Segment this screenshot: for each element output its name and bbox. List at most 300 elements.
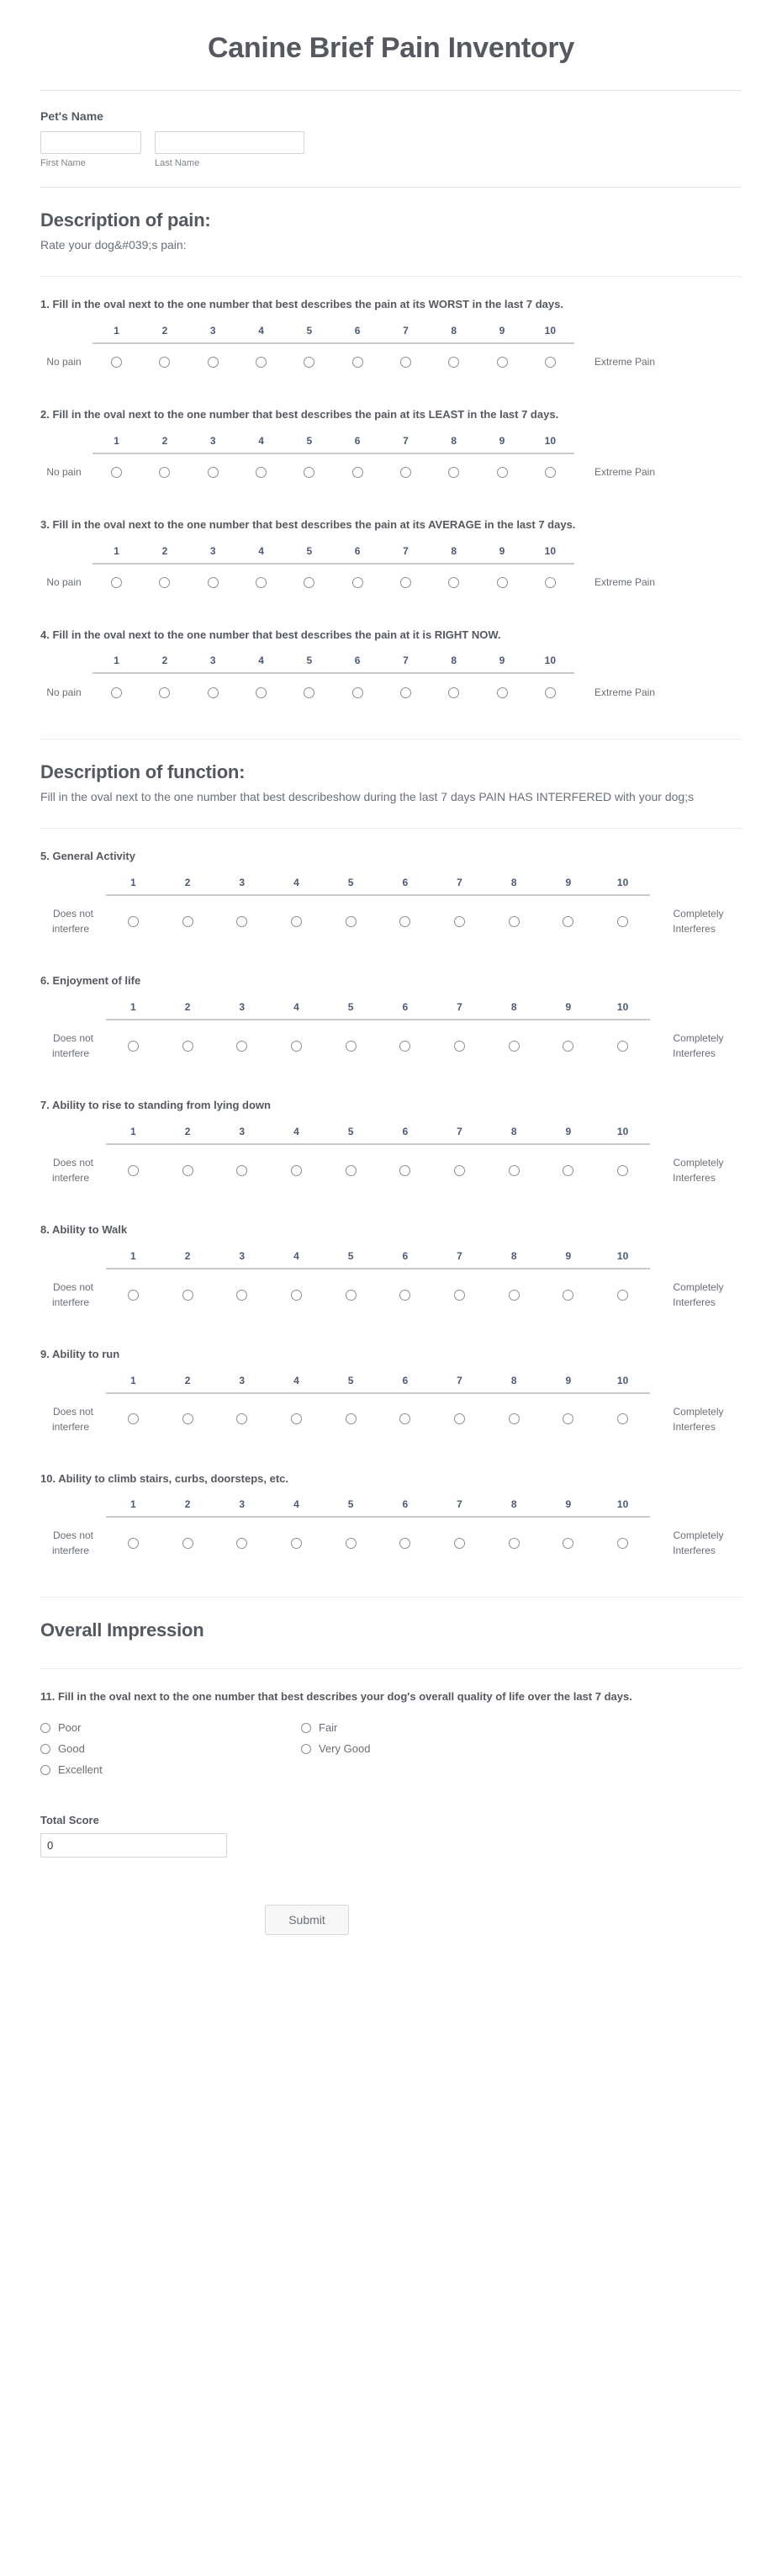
pain-radio-q3-8[interactable] — [448, 577, 459, 588]
pain-radio-q2-4[interactable] — [256, 467, 267, 478]
function-scale-header-6: 6 — [378, 877, 432, 895]
function-radio-cell[interactable] — [378, 1269, 432, 1315]
function-radio-q5-1[interactable] — [128, 916, 139, 927]
function-scale-header-2: 2 — [161, 1001, 215, 1020]
function-section — [40, 739, 742, 806]
function-radio-q10-10[interactable] — [617, 1538, 628, 1549]
function-radio-cell[interactable] — [378, 1393, 432, 1439]
submit-button[interactable]: Submit — [265, 1905, 349, 1935]
pain-radio-q1-7[interactable] — [400, 357, 411, 368]
function-scale-header-5: 5 — [324, 1001, 378, 1020]
pain-scale-corner-right — [574, 325, 667, 343]
function-scale-header-3: 3 — [214, 1498, 269, 1517]
pain-scale-header-5: 5 — [285, 435, 333, 453]
function-radio-cell[interactable] — [106, 1517, 161, 1563]
last-name-sublabel: Last Name — [155, 158, 200, 168]
function-radio-q6-4[interactable] — [291, 1041, 302, 1052]
function-radio-cell[interactable] — [269, 1393, 324, 1439]
pain-radio-cell[interactable] — [526, 564, 574, 596]
question-4 — [40, 607, 742, 718]
overall-option-radio[interactable] — [301, 1744, 311, 1754]
question-7-text: 7. Ability to rise to standing from lying down — [40, 1099, 271, 1112]
function-radio-q9-10[interactable] — [617, 1413, 628, 1424]
pain-radio-cell[interactable] — [526, 343, 574, 375]
function-scale-header-3: 3 — [214, 1001, 269, 1020]
pain-radio-cell[interactable] — [237, 673, 285, 705]
function-radio-q7-5[interactable] — [346, 1165, 357, 1176]
function-radio-cell[interactable] — [595, 1517, 650, 1563]
function-radio-q6-3[interactable] — [236, 1041, 247, 1052]
function-radio-cell[interactable] — [269, 1269, 324, 1315]
function-scale-header-10: 10 — [595, 1126, 650, 1144]
function-radio-cell[interactable] — [542, 1269, 596, 1315]
pain-radio-cell[interactable] — [333, 453, 381, 485]
question-3-text: 3. Fill in the oval next to the one number that best describes the pain at its AVERAGE in the last 7 days. — [40, 517, 576, 531]
pain-radio-q1-8[interactable] — [448, 357, 459, 368]
pain-radio-q3-2[interactable] — [159, 577, 170, 588]
overall-option-label: Fair — [319, 1721, 338, 1735]
pain-radio-q4-4[interactable] — [256, 687, 267, 698]
overall-option-radio[interactable] — [301, 1723, 311, 1733]
function-radio-q9-1[interactable] — [128, 1413, 139, 1424]
pain-radio-q2-6[interactable] — [352, 467, 363, 478]
first-name-input[interactable] — [40, 131, 141, 154]
function-radio-cell[interactable] — [214, 1393, 269, 1439]
pain-section-title: Description of pain: — [40, 209, 211, 231]
pain-radio-q3-1[interactable] — [111, 577, 122, 588]
function-radio-cell[interactable] — [595, 1144, 650, 1190]
function-radio-q10-6[interactable] — [399, 1538, 410, 1549]
function-radio-cell[interactable] — [487, 1517, 542, 1563]
function-radio-cell[interactable] — [432, 1393, 487, 1439]
function-radio-cell[interactable] — [269, 895, 324, 941]
pain-radio-q4-7[interactable] — [400, 687, 411, 698]
overall-option-very-good[interactable] — [301, 1738, 562, 1759]
pain-radio-q4-1[interactable] — [111, 687, 122, 698]
pain-scale-right-label: Extreme Pain — [594, 466, 656, 479]
pain-scale-header-4: 4 — [237, 325, 285, 343]
function-radio-q7-9[interactable] — [563, 1165, 573, 1176]
function-radio-q8-7[interactable] — [454, 1290, 465, 1301]
function-scale-left-label: Does not interfere — [51, 1529, 94, 1557]
pain-scale-header-3: 3 — [189, 325, 237, 343]
function-radio-q6-8[interactable] — [509, 1041, 520, 1052]
function-radio-cell[interactable] — [432, 1269, 487, 1315]
pain-radio-q2-2[interactable] — [159, 467, 170, 478]
pain-radio-q1-3[interactable] — [208, 357, 219, 368]
function-radio-cell[interactable] — [214, 1144, 269, 1190]
function-radio-cell[interactable] — [324, 1393, 378, 1439]
pain-scale-header-8: 8 — [430, 655, 478, 673]
pain-scale-table-2 — [40, 435, 667, 485]
pain-radio-cell[interactable] — [430, 453, 478, 485]
function-radio-cell[interactable] — [324, 1269, 378, 1315]
function-radio-q10-9[interactable] — [563, 1538, 573, 1549]
function-radio-cell[interactable] — [378, 1020, 432, 1066]
function-radio-cell[interactable] — [106, 1269, 161, 1315]
pain-scale-header-2: 2 — [140, 435, 188, 453]
function-scale-right-label: Completely Interferes — [673, 1032, 724, 1060]
pain-radio-cell[interactable] — [382, 564, 430, 596]
function-radio-q5-5[interactable] — [346, 916, 357, 927]
function-radio-cell[interactable] — [324, 1517, 378, 1563]
function-radio-q8-3[interactable] — [236, 1290, 247, 1301]
function-scale-header-5: 5 — [324, 1375, 378, 1393]
pain-radio-cell[interactable] — [285, 564, 333, 596]
function-radio-q9-8[interactable] — [509, 1413, 520, 1424]
function-scale-header-4: 4 — [269, 1250, 324, 1269]
question-8-text: 8. Ability to Walk — [40, 1222, 128, 1236]
pain-radio-cell[interactable] — [189, 564, 237, 596]
last-name-group — [155, 131, 304, 168]
function-radio-cell[interactable] — [487, 1269, 542, 1315]
function-radio-cell[interactable] — [487, 1144, 542, 1190]
function-scale-header-7: 7 — [432, 1250, 487, 1269]
pain-radio-cell[interactable] — [333, 673, 381, 705]
pain-radio-cell[interactable] — [333, 564, 381, 596]
function-scale-table-5 — [40, 877, 738, 941]
pain-radio-cell[interactable] — [140, 343, 188, 375]
function-radio-cell[interactable] — [106, 1020, 161, 1066]
pain-radio-cell[interactable] — [140, 673, 188, 705]
pain-radio-cell[interactable] — [189, 673, 237, 705]
function-radio-cell[interactable] — [487, 1393, 542, 1439]
function-scale-header-4: 4 — [269, 1498, 324, 1517]
function-radio-q9-9[interactable] — [563, 1413, 573, 1424]
total-score-input[interactable] — [40, 1833, 227, 1858]
pain-scale-corner — [40, 545, 92, 564]
pain-radio-q3-4[interactable] — [256, 577, 267, 588]
pain-radio-cell[interactable] — [189, 343, 237, 375]
function-scale-header-3: 3 — [214, 877, 269, 895]
pain-radio-q4-2[interactable] — [159, 687, 170, 698]
function-scale-header-2: 2 — [161, 1126, 215, 1144]
function-scale-corner-right — [650, 1498, 738, 1517]
function-radio-cell[interactable] — [269, 1144, 324, 1190]
function-scale-header-9: 9 — [542, 1375, 596, 1393]
pain-radio-q3-3[interactable] — [208, 577, 219, 588]
pain-scale-corner — [40, 655, 92, 673]
pain-scale-table-3 — [40, 545, 667, 596]
function-radio-cell[interactable] — [324, 895, 378, 941]
function-radio-q7-3[interactable] — [236, 1165, 247, 1176]
function-radio-q10-8[interactable] — [509, 1538, 520, 1549]
overall-option-poor[interactable] — [40, 1717, 301, 1738]
function-radio-q6-1[interactable] — [128, 1041, 139, 1052]
function-radio-q6-5[interactable] — [346, 1041, 357, 1052]
function-scale-right-label: Completely Interferes — [673, 1156, 724, 1184]
function-scale-header-1: 1 — [106, 877, 161, 895]
function-scale-row — [40, 1020, 738, 1066]
pain-radio-cell[interactable] — [430, 673, 478, 705]
function-radio-q10-1[interactable] — [128, 1538, 139, 1549]
function-radio-cell[interactable] — [214, 895, 269, 941]
function-scale-header-1: 1 — [106, 1498, 161, 1517]
pain-scale-left-label: No pain — [46, 686, 82, 698]
function-radio-cell[interactable] — [378, 1517, 432, 1563]
pain-scale-header-6: 6 — [333, 545, 381, 564]
pain-radio-q4-5[interactable] — [304, 687, 314, 698]
function-radio-q5-4[interactable] — [291, 916, 302, 927]
function-radio-q6-9[interactable] — [563, 1041, 573, 1052]
pain-scale-header-6: 6 — [333, 325, 381, 343]
function-radio-cell[interactable] — [432, 1517, 487, 1563]
pain-radio-cell[interactable] — [237, 453, 285, 485]
pain-section — [40, 188, 742, 254]
function-radio-q8-1[interactable] — [128, 1290, 139, 1301]
question-9-text: 9. Ability to run — [40, 1347, 120, 1360]
function-scale-header-6: 6 — [378, 1375, 432, 1393]
function-scale-header-6: 6 — [378, 1250, 432, 1269]
pain-radio-q1-4[interactable] — [256, 357, 267, 368]
function-radio-q6-7[interactable] — [454, 1041, 465, 1052]
function-scale-corner-right — [650, 1126, 738, 1144]
pain-radio-q1-5[interactable] — [304, 357, 314, 368]
pain-scale-header-9: 9 — [478, 545, 526, 564]
function-radio-cell[interactable] — [487, 1020, 542, 1066]
function-radio-cell[interactable] — [378, 1144, 432, 1190]
last-name-input[interactable] — [155, 131, 304, 154]
pain-radio-q3-9[interactable] — [497, 577, 508, 588]
function-radio-q5-2[interactable] — [182, 916, 193, 927]
function-scale-left-label: Does not interfere — [51, 1156, 94, 1184]
function-radio-cell[interactable] — [324, 1144, 378, 1190]
pain-radio-q4-6[interactable] — [352, 687, 363, 698]
pain-scale-corner — [40, 325, 92, 343]
function-scale-header-10: 10 — [595, 1498, 650, 1517]
function-radio-cell[interactable] — [161, 1517, 215, 1563]
pain-scale-corner-right — [574, 655, 667, 673]
pain-radio-cell[interactable] — [92, 343, 140, 375]
pain-scale-header-5: 5 — [285, 655, 333, 673]
function-radio-q7-2[interactable] — [182, 1165, 193, 1176]
overall-option-good[interactable] — [40, 1738, 301, 1759]
pain-radio-cell[interactable] — [430, 343, 478, 375]
function-scale-row — [40, 895, 738, 941]
function-radio-q8-4[interactable] — [291, 1290, 302, 1301]
function-scale-header-9: 9 — [542, 1001, 596, 1020]
function-radio-q5-3[interactable] — [236, 916, 247, 927]
pain-radio-cell[interactable] — [478, 343, 526, 375]
pain-radio-cell[interactable] — [382, 343, 430, 375]
function-radio-cell[interactable] — [595, 895, 650, 941]
overall-option-label: Very Good — [319, 1742, 371, 1756]
function-radio-q9-6[interactable] — [399, 1413, 410, 1424]
function-radio-q7-6[interactable] — [399, 1165, 410, 1176]
pain-radio-q3-5[interactable] — [304, 577, 314, 588]
function-radio-cell[interactable] — [432, 1144, 487, 1190]
pain-radio-cell[interactable] — [478, 453, 526, 485]
function-radio-cell[interactable] — [432, 1020, 487, 1066]
function-radio-q5-6[interactable] — [399, 916, 410, 927]
function-scale-table-10 — [40, 1498, 738, 1563]
pain-radio-q2-8[interactable] — [448, 467, 459, 478]
function-radio-cell[interactable] — [106, 1393, 161, 1439]
overall-option-excellent[interactable] — [40, 1759, 301, 1780]
pain-scale-right-label: Extreme Pain — [594, 686, 656, 698]
function-scale-right-label: Completely Interferes — [673, 1280, 724, 1308]
function-radio-q7-10[interactable] — [617, 1165, 628, 1176]
overall-option-fair[interactable] — [301, 1717, 562, 1738]
pain-scale-left-label: No pain — [46, 576, 82, 589]
pain-radio-q4-9[interactable] — [497, 687, 508, 698]
function-radio-q10-4[interactable] — [291, 1538, 302, 1549]
function-radio-q9-7[interactable] — [454, 1413, 465, 1424]
function-radio-cell[interactable] — [161, 895, 215, 941]
pain-radio-q3-6[interactable] — [352, 577, 363, 588]
overall-option-radio[interactable] — [40, 1723, 50, 1733]
pain-radio-q4-8[interactable] — [448, 687, 459, 698]
overall-option-label: Poor — [58, 1721, 82, 1735]
pain-radio-q3-10[interactable] — [545, 577, 556, 588]
function-radio-q10-7[interactable] — [454, 1538, 465, 1549]
pain-radio-q2-1[interactable] — [111, 467, 122, 478]
function-scale-header-2: 2 — [161, 1375, 215, 1393]
pain-radio-q1-1[interactable] — [111, 357, 122, 368]
function-radio-q8-10[interactable] — [617, 1290, 628, 1301]
function-radio-cell[interactable] — [106, 895, 161, 941]
pain-scale-header-6: 6 — [333, 435, 381, 453]
pain-radio-cell[interactable] — [382, 673, 430, 705]
first-name-group — [40, 131, 141, 168]
function-radio-q7-4[interactable] — [291, 1165, 302, 1176]
function-scale-header-9: 9 — [542, 1498, 596, 1517]
pain-radio-q1-10[interactable] — [545, 357, 556, 368]
pain-radio-q2-10[interactable] — [545, 467, 556, 478]
pain-scale-header-1: 1 — [92, 325, 140, 343]
function-radio-q6-2[interactable] — [182, 1041, 193, 1052]
pain-radio-cell[interactable] — [92, 673, 140, 705]
function-radio-q10-3[interactable] — [236, 1538, 247, 1549]
function-scale-corner-right — [650, 1001, 738, 1020]
pain-scale-header-10: 10 — [526, 545, 574, 564]
function-radio-cell[interactable] — [269, 1020, 324, 1066]
function-radio-cell[interactable] — [595, 1393, 650, 1439]
function-radio-q9-4[interactable] — [291, 1413, 302, 1424]
function-radio-q7-1[interactable] — [128, 1165, 139, 1176]
function-scale-right-label: Completely Interferes — [673, 1405, 724, 1433]
function-scale-header-7: 7 — [432, 1126, 487, 1144]
pain-radio-q1-9[interactable] — [497, 357, 508, 368]
pain-radio-cell[interactable] — [430, 564, 478, 596]
pain-radio-cell[interactable] — [237, 343, 285, 375]
function-radio-cell[interactable] — [161, 1393, 215, 1439]
pain-radio-q2-5[interactable] — [304, 467, 314, 478]
pain-radio-cell[interactable] — [285, 453, 333, 485]
pain-radio-cell[interactable] — [92, 564, 140, 596]
question-10-text: 10. Ability to climb stairs, curbs, doorsteps, etc. — [40, 1471, 288, 1485]
pain-radio-cell[interactable] — [478, 673, 526, 705]
function-scale-header-8: 8 — [487, 1375, 542, 1393]
pain-radio-q1-6[interactable] — [352, 357, 363, 368]
function-radio-cell[interactable] — [432, 895, 487, 941]
function-radio-cell[interactable] — [214, 1269, 269, 1315]
pain-radio-cell[interactable] — [140, 453, 188, 485]
function-radio-cell[interactable] — [542, 1144, 596, 1190]
overall-option-radio[interactable] — [40, 1765, 50, 1775]
pain-radio-q3-7[interactable] — [400, 577, 411, 588]
pain-radio-cell[interactable] — [140, 564, 188, 596]
function-radio-q5-9[interactable] — [563, 916, 573, 927]
function-scale-header-9: 9 — [542, 877, 596, 895]
question-6-text: 6. Enjoyment of life — [40, 974, 141, 988]
function-radio-q5-7[interactable] — [454, 916, 465, 927]
function-radio-cell[interactable] — [214, 1517, 269, 1563]
pain-radio-cell[interactable] — [285, 673, 333, 705]
function-scale-corner-right — [650, 1250, 738, 1269]
function-radio-q10-5[interactable] — [346, 1538, 357, 1549]
overall-option-radio[interactable] — [40, 1744, 50, 1754]
function-radio-q8-8[interactable] — [509, 1290, 520, 1301]
pain-radio-cell[interactable] — [237, 564, 285, 596]
function-radio-cell[interactable] — [595, 1269, 650, 1315]
question-5-text: 5. General Activity — [40, 850, 135, 863]
pain-radio-cell[interactable] — [382, 453, 430, 485]
pain-radio-q4-10[interactable] — [545, 687, 556, 698]
function-radio-q6-10[interactable] — [617, 1041, 628, 1052]
pain-radio-q2-3[interactable] — [208, 467, 219, 478]
function-radio-q7-7[interactable] — [454, 1165, 465, 1176]
pain-radio-cell[interactable] — [92, 453, 140, 485]
function-radio-cell[interactable] — [324, 1020, 378, 1066]
function-radio-cell[interactable] — [214, 1020, 269, 1066]
function-radio-cell[interactable] — [106, 1144, 161, 1190]
pain-radio-cell[interactable] — [478, 564, 526, 596]
pain-radio-cell[interactable] — [526, 673, 574, 705]
function-radio-cell[interactable] — [487, 895, 542, 941]
pain-radio-cell[interactable] — [189, 453, 237, 485]
function-radio-q7-8[interactable] — [509, 1165, 520, 1176]
function-radio-q8-6[interactable] — [399, 1290, 410, 1301]
pain-radio-cell[interactable] — [333, 343, 381, 375]
function-radio-q5-10[interactable] — [617, 916, 628, 927]
function-radio-cell[interactable] — [542, 1517, 596, 1563]
pain-radio-cell[interactable] — [526, 453, 574, 485]
function-scale-header-3: 3 — [214, 1375, 269, 1393]
pain-scale-header-8: 8 — [430, 545, 478, 564]
pain-radio-q4-3[interactable] — [208, 687, 219, 698]
function-radio-cell[interactable] — [542, 895, 596, 941]
pain-radio-q2-9[interactable] — [497, 467, 508, 478]
function-scale-left-label: Does not interfere — [51, 1032, 94, 1060]
function-radio-cell[interactable] — [161, 1269, 215, 1315]
function-radio-cell[interactable] — [542, 1393, 596, 1439]
function-radio-q6-6[interactable] — [399, 1041, 410, 1052]
function-radio-q5-8[interactable] — [509, 916, 520, 927]
function-radio-q9-5[interactable] — [346, 1413, 357, 1424]
function-radio-cell[interactable] — [595, 1020, 650, 1066]
pain-radio-cell[interactable] — [285, 343, 333, 375]
function-scale-corner — [40, 877, 106, 895]
function-radio-q9-2[interactable] — [182, 1413, 193, 1424]
pain-radio-q2-7[interactable] — [400, 467, 411, 478]
pain-scale-header-8: 8 — [430, 435, 478, 453]
function-radio-q8-2[interactable] — [182, 1290, 193, 1301]
function-radio-cell[interactable] — [378, 895, 432, 941]
function-radio-cell[interactable] — [269, 1517, 324, 1563]
pain-scale-left-label: No pain — [46, 466, 82, 479]
function-radio-q10-2[interactable] — [182, 1538, 193, 1549]
function-radio-cell[interactable] — [542, 1020, 596, 1066]
question-5 — [40, 829, 742, 953]
function-radio-q9-3[interactable] — [236, 1413, 247, 1424]
function-radio-cell[interactable] — [161, 1020, 215, 1066]
pain-radio-q1-2[interactable] — [159, 357, 170, 368]
function-radio-cell[interactable] — [161, 1144, 215, 1190]
function-radio-q8-9[interactable] — [563, 1290, 573, 1301]
function-scale-table-9 — [40, 1375, 738, 1439]
function-radio-q8-5[interactable] — [346, 1290, 357, 1301]
